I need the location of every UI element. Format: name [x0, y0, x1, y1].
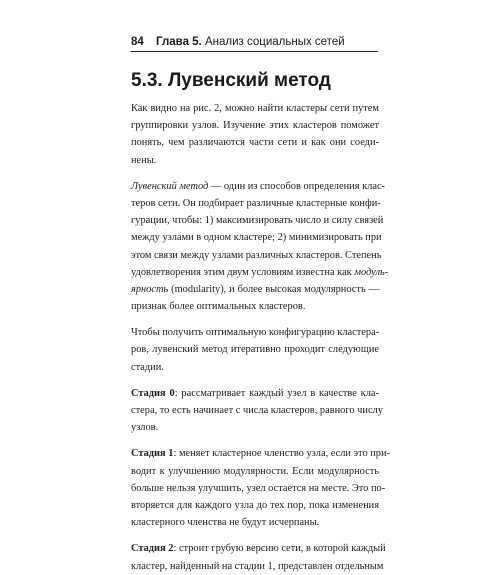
text-line: Стадия 0: рассматривает каждый узел в качестве кла-: [131, 387, 379, 399]
page-number: 84: [131, 36, 144, 48]
paragraph-louvain-definition: [131, 178, 389, 316]
text-line: Как видно на рис. 2, можно найти кластеры сети путем: [131, 103, 379, 114]
text-line: стадии.: [131, 361, 164, 373]
text-line: этом связи между узлами различных кластеров. Степень: [131, 249, 382, 261]
text-line: между узлами в одном кластере; 2) минимизировать при: [131, 232, 382, 244]
text-line: кластер, найденный на стадии 1, представлен отдельным: [131, 560, 384, 572]
text-line: нены.: [131, 154, 157, 166]
text-line: гурации, чтобы: 1) максимизировать число и силу связей: [131, 215, 384, 227]
text-line: узлов.: [131, 422, 159, 434]
stage-1-label: Стадия 1: [131, 448, 174, 460]
text-line: ярность (modularity), и более высокая модулярность —: [131, 283, 379, 295]
paragraph-stage-1: [131, 445, 391, 531]
text-line: Лувенский метод — один из способов определения клас-: [131, 180, 386, 192]
header-rule: [131, 51, 378, 52]
text-line: кластерного членства не будут исчерпаны.: [131, 517, 320, 529]
text-line: водит к улучшению модулярности. Если модулярность: [131, 465, 379, 477]
text-line: ров, лувенский метод итеративно проходит следующие: [131, 344, 379, 356]
paragraph-intro: [131, 100, 379, 169]
text-line: больше нельзя улучшить, узел остается на месте. Это по-: [131, 482, 386, 494]
chapter-label: Глава 5.: [156, 36, 202, 48]
paragraph-stage-0: [131, 385, 383, 437]
text-line: Чтобы получить оптимальную конфигурацию кластера-: [131, 327, 380, 339]
section-title: 5.3. Лувенский метод: [131, 70, 331, 91]
term-modularity: модуль-: [354, 266, 389, 278]
term-modularity-cont: ярность: [131, 283, 169, 295]
term-louvain-method: Лувенский метод: [131, 180, 209, 192]
text-line: группировки узлов. Изучение этих кластеров поможет: [131, 120, 379, 132]
stage-0-label: Стадия 0: [131, 387, 175, 399]
text-line: признак более оптимальных кластеров.: [131, 301, 306, 313]
text-line: вторяется для каждого узла до тех пор, пока изменения: [131, 499, 379, 511]
text-line: Стадия 2: строит грубую версию сети, в которой каждый: [131, 543, 386, 555]
text-line: теров сети. Он подбирает различные кластерные конфи-: [131, 197, 381, 209]
running-head: [131, 34, 376, 50]
text-line: стера, то есть начинает с числа кластеров, равного числу: [131, 405, 383, 416]
body-text: [131, 100, 391, 575]
text-line: Стадия 1: меняет кластерное членство узла, если это при-: [131, 448, 391, 460]
paragraph-iteration: [131, 324, 379, 376]
text-line: удовлетворения этим двум условиям известна как модуль-: [131, 266, 389, 278]
paragraph-stage-2: [131, 540, 386, 574]
chapter-title: Анализ социальных сетей: [204, 36, 345, 48]
text-line: понять, чем различаются части сети и как они соеди-: [131, 137, 379, 149]
stage-2-label: Стадия 2: [131, 543, 174, 555]
